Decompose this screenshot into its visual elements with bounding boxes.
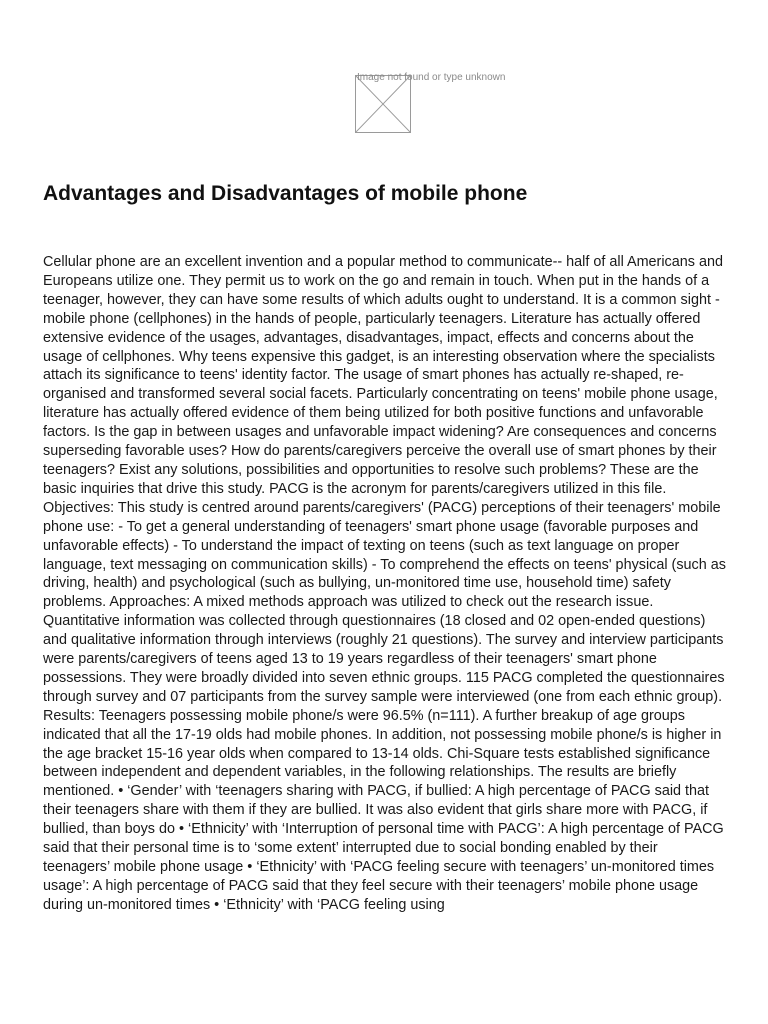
document-title: Advantages and Disadvantages of mobile phone <box>43 182 528 205</box>
image-alt-text: Image not found or type unknown <box>357 72 506 83</box>
document-body: Cellular phone are an excellent invention and a popular method to communicate-- half of all Americans and Europeans utilize one. They permit us to work on the go and remain in touch. When put in the hands of a teenager, however, they can have some results of which adults ought to understand. It is a common sight - mobile phone (cellphones) in the hands of people, particularly teenagers. Literature has actually offered extensive evidence of the usages, advantages, disadvantages, impact, effects and concerns about the usage of cellphones. Why teens expensive this gadget, is an interesting observation where the specialists attach its significance to teens' identity factor. The usage of smart phones has actually re-shaped, re-organised and transformed several social facets. Particularly concentrating on teens' mobile phone usage, literature has actually offered evidence of them being utilized for both positive functions and unfavorable factors. Is the gap in between usages and unfavorable impact widening? Are consequences and concerns superseding favorable uses? How do parents/caregivers perceive the overall use of smart phones by their teenagers? Exist any solutions, possibilities and opportunities to resolve such problems? These are the basic inquiries that drive this study. PACG is the acronym for parents/caregivers utilized in this file. Objectives: This study is centred around parents/caregivers' (PACG) perceptions of their teenagers' mobile phone use: - To get a general understanding of teenagers' smart phone usage (favorable purposes and unfavorable effects) - To understand the impact of texting on teens (such as text language on proper language, text messaging on communication skills) - To comprehend the effects on teens' physical (such as driving, health) and psychological (such as bullying, un-monitored time use, household time) safety problems. Approaches: A mixed methods approach was utilized to check out the research issue. Quantitative information was collected through questionnaires (18 closed and 02 open-ended questions) and qualitative information through interviews (roughly 21 questions). The survey and interview participants were parents/caregivers of teens aged 13 to 19 years regardless of their teenagers' smart phone possessions. They were broadly divided into seven ethnic groups. 115 PACG completed the questionnaires through survey and 07 participants from the survey sample were interviewed (one from each ethnic group). Results: Teenagers possessing mobile phone/s were 96.5% (n=111). A further breakup of age groups indicated that all the 17-19 olds had mobile phones. In addition, not possessing mobile phone/s is higher in the age bracket 15-16 year olds when compared to 13-14 olds. Chi-Square tests established significance between independent and dependent variables, in the following relationships. The results are briefly mentioned. • ‘Gender’ with ‘teenagers sharing with PACG, if bullied: A high percentage of PACG said that their teenagers share with them if they are bullied. It was also evident that girls share more with PACG, if bullied, than boys do • ‘Ethnicity’ with ‘Interruption of personal time with PACG’: A high percentage of PACG said that their personal time is to ‘some extent’ interrupted due to social bonding enabled by their teenagers’ mobile phone usage • ‘Ethnicity’ with ‘PACG feeling secure with teenagers’ un-monitored times usage’: A high percentage of PACG said that they feel secure with their teenagers’ mobile phone usage during un-monitored times • ‘Ethnicity’ with ‘PACG feeling using <box>43 254 726 913</box>
image-cross-icon <box>356 76 410 132</box>
